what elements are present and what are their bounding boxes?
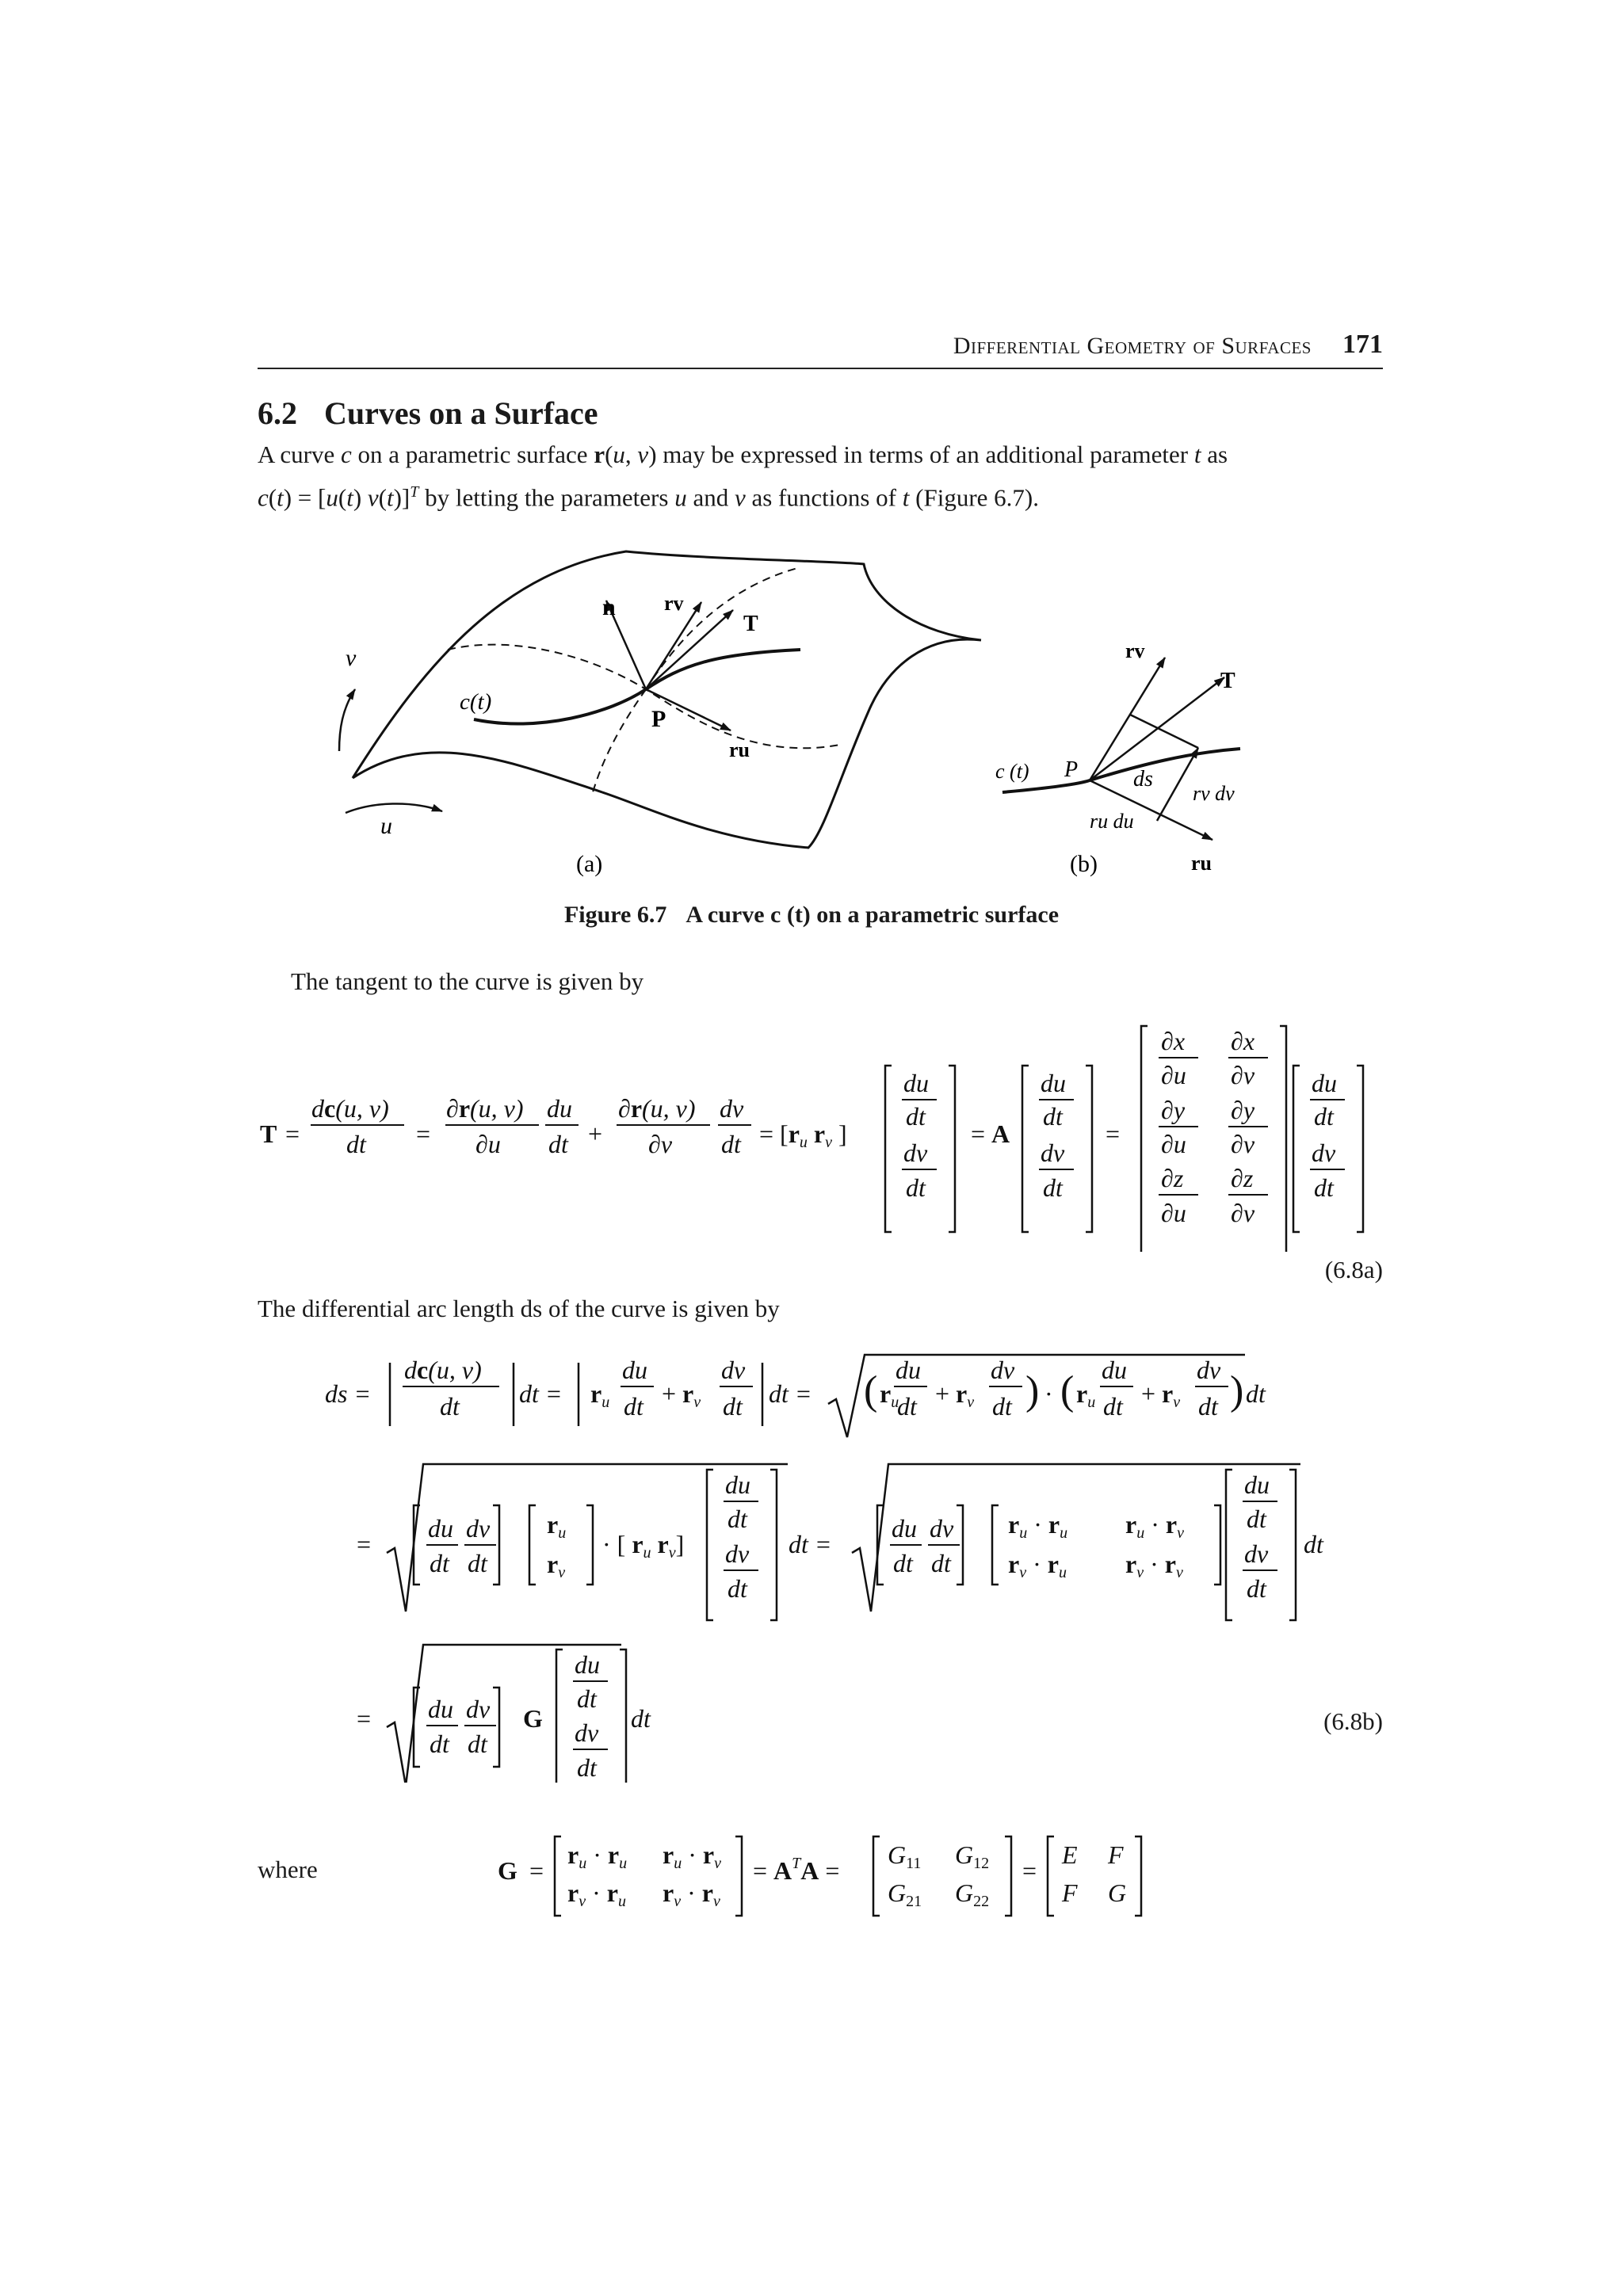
svg-text:dt: dt [931,1549,951,1577]
svg-text:= [ru rv ]: = [ru rv ] [759,1119,847,1151]
svg-text:): ) [1025,1368,1040,1413]
svg-text:ru: ru [1076,1379,1096,1411]
svg-text:= ATA =: = $A^TA$ = [753,1855,840,1885]
label-T-a: T [743,612,758,636]
svg-text:dv: dv [575,1718,599,1747]
page-number: 171 [1342,330,1383,359]
svg-text:dv: dv [466,1514,491,1543]
svg-text:=: = [285,1119,300,1148]
label-ct-b: c (t) [995,760,1029,783]
svg-text:·: · [1044,1379,1053,1408]
svg-text:dc(u, v): dc(u, v) [311,1094,389,1123]
svg-text:dt: dt [906,1102,926,1131]
svg-text:∂x: ∂x [1231,1027,1255,1055]
label-ru-a: ru [729,738,750,761]
label-rv-b: rv [1125,639,1145,662]
svg-text:∂u: ∂u [1161,1199,1186,1227]
svg-text:dt =: dt = [769,1379,812,1408]
svg-text:=: = [1022,1856,1037,1885]
svg-text:dt: dt [468,1730,487,1758]
svg-text:∂z: ∂z [1231,1164,1254,1192]
running-title: Differential Geometry of Surfaces [953,333,1312,359]
svg-text:G22: G22 [955,1878,990,1910]
svg-text:dv: dv [1041,1138,1065,1167]
label-P-a: P [651,706,666,732]
svg-text:dt: dt [1304,1530,1323,1558]
svg-text:rv · ru: rv · ru [1008,1550,1067,1581]
svg-text:dv: dv [725,1539,750,1568]
svg-text:G12: G12 [955,1840,990,1872]
curve-c-t [474,650,800,724]
svg-text:dt: dt [430,1549,449,1577]
label-v: v [346,645,357,671]
svg-text:dt: dt [548,1130,568,1158]
svg-text:du: du [896,1356,921,1384]
svg-text:du: du [428,1695,453,1723]
figure-caption [0,902,1623,929]
svg-text:=: = [529,1856,544,1885]
svg-text:dv: dv [720,1094,744,1123]
svg-text:dt: dt [1247,1505,1266,1533]
label-sub-a: (a) [576,851,603,877]
svg-text:dt: dt [577,1684,597,1713]
label-ct-a: c(t) [460,689,492,715]
svg-text:du: du [1244,1470,1270,1499]
svg-text:F: F [1108,1840,1124,1869]
svg-text:F: F [1062,1878,1078,1907]
label-ds: ds [1133,767,1153,791]
svg-text:du: du [547,1094,572,1123]
section-heading [258,395,598,432]
svg-text:∂x: ∂x [1161,1027,1186,1055]
svg-text:du: du [622,1356,647,1384]
svg-text:dv: dv [1197,1356,1221,1384]
svg-text:=: = [357,1530,372,1558]
svg-text:rv · rv: rv · rv [1125,1550,1183,1581]
label-ru-b: ru [1191,852,1212,875]
svg-text:dt: dt [1247,1574,1266,1603]
svg-text:G21: G21 [888,1878,922,1910]
label-T-b: T [1220,669,1235,693]
svg-text:dv: dv [903,1138,928,1167]
svg-text:ru · rv: ru · rv [663,1840,721,1872]
svg-text:dt: dt [440,1392,460,1421]
svg-text:+ rv: + rv [1141,1379,1181,1411]
svg-text:du: du [903,1069,929,1097]
v-direction-arrow [339,689,355,751]
label-rvdv: rv dv [1193,782,1235,805]
svg-text:du: du [1312,1069,1337,1097]
svg-text:=: = [1106,1119,1121,1148]
where-label: where [258,1855,318,1883]
svg-text:(: ( [1060,1368,1075,1413]
svg-text:∂u: ∂u [475,1130,501,1158]
svg-text:dv: dv [991,1356,1015,1384]
svg-text:∂v: ∂v [1231,1061,1255,1089]
equation-number-6-8a: (6.8a) [1324,1256,1383,1283]
svg-text:dt =: dt = [789,1530,832,1558]
svg-text:dc(u, v): dc(u, v) [404,1356,482,1384]
svg-text:ru: ru [590,1379,610,1411]
svg-text:): ) [1230,1368,1244,1413]
svg-text:rv · ru: rv · ru [567,1878,626,1910]
equation-6-8a [0,1022,1623,1252]
text-tangent: The tangent to the curve is given by [291,967,644,995]
svg-text:∂z: ∂z [1161,1164,1184,1192]
svg-text:dt: dt [727,1505,747,1533]
svg-text:dt: dt [1314,1173,1334,1202]
svg-text:dt: dt [1043,1102,1063,1131]
svg-text:dt: dt [727,1574,747,1603]
svg-text:du: du [1102,1356,1127,1384]
svg-text:dt: dt [631,1704,651,1733]
svg-text:dv: dv [1244,1539,1269,1568]
caption-text: A curve c (t) on a parametric surface [685,902,1060,928]
svg-text:∂v: ∂v [1231,1199,1255,1227]
svg-text:G: G [523,1704,543,1733]
svg-text:du: du [575,1650,600,1679]
svg-text:∂r(u, v): ∂r(u, v) [618,1094,696,1123]
svg-text:E: E [1062,1840,1078,1869]
label-rv-a: rv [664,592,684,615]
svg-text:=: = [357,1704,372,1733]
svg-text:dt: dt [906,1173,926,1202]
svg-text:G: G [498,1856,517,1885]
svg-text:du: du [725,1470,750,1499]
svg-text:dv: dv [1312,1138,1336,1167]
svg-text:∂r(u, v): ∂r(u, v) [446,1094,524,1123]
svg-text:dt: dt [468,1549,487,1577]
svg-text:∂y: ∂y [1161,1096,1186,1124]
svg-text:T: T [260,1119,277,1148]
svg-text:dt: dt [1043,1173,1063,1202]
caption-label: Figure 6.7 [563,902,667,928]
svg-text:ru · rv: ru · rv [1125,1510,1184,1542]
svg-text:dt: dt [992,1392,1012,1421]
svg-text:dt =: dt = [519,1379,563,1408]
svg-text:ru: ru [547,1510,567,1542]
svg-text:dt: dt [723,1392,743,1421]
running-header [258,331,1383,369]
svg-text:∂y: ∂y [1231,1096,1255,1124]
svg-text:dt: dt [893,1549,913,1577]
svg-text:G: G [1108,1878,1127,1907]
label-sub-b: (b) [1070,851,1098,877]
text-arclength: The differential arc length ds of the curve is given by [258,1295,780,1322]
svg-text:G11: G11 [888,1840,922,1872]
svg-text:du: du [892,1514,917,1543]
intro-line-2: c(t) = [u(t) v(t)]$^T$ by letting the parameters u and v as functions of t (Figure 6.7). [258,483,1039,512]
equation-number-6-8b: (6.8b) [1323,1707,1383,1735]
svg-text:dt: dt [1246,1379,1266,1408]
svg-text:dt: dt [1314,1102,1334,1131]
svg-text:(: ( [864,1368,878,1413]
svg-text:dt: dt [721,1130,741,1158]
figure-6-7 [0,539,1623,887]
svg-text:rv: rv [547,1550,566,1581]
label-rudu: ru du [1090,810,1134,833]
svg-text:∂u: ∂u [1161,1061,1186,1089]
svg-text:du: du [1041,1069,1066,1097]
svg-text:dt: dt [577,1753,597,1782]
svg-text:dv: dv [721,1356,746,1384]
svg-text:du: du [428,1514,453,1543]
svg-text:= A: = A [971,1119,1010,1148]
svg-text:ru · ru: ru · ru [567,1840,628,1872]
svg-text:ru · ru: ru · ru [1008,1510,1068,1542]
svg-text:rv · rv: rv · rv [663,1878,720,1910]
label-u: u [380,813,392,839]
svg-text:∂u: ∂u [1161,1130,1186,1158]
svg-text:∂v: ∂v [648,1130,673,1158]
svg-text:· [ ru rv]: · [ ru rv] [602,1530,685,1562]
section-number: 6.2 [258,395,297,431]
svg-text:dt: dt [346,1130,366,1158]
svg-text:dt: dt [1103,1392,1123,1421]
svg-text:ds =: ds = [325,1379,372,1408]
u-direction-arrow [346,803,442,813]
equation-G-definition [0,1822,1623,1917]
svg-text:+ rv: + rv [662,1379,701,1411]
svg-text:+: + [588,1119,603,1148]
svg-text:ru: ru [880,1379,899,1411]
section-title: Curves on a Surface [324,395,598,431]
label-n: n [602,594,616,620]
svg-text:dv: dv [466,1695,491,1723]
svg-text:dt: dt [430,1730,449,1758]
svg-text:dt: dt [897,1392,917,1421]
intro-line-1: A curve c on a parametric surface r(u, v) may be expressed in terms of an additional parameter t as [258,441,1228,468]
svg-text:∂v: ∂v [1231,1130,1255,1158]
svg-text:dt: dt [1198,1392,1218,1421]
svg-text:dt: dt [624,1392,643,1421]
svg-text:dv: dv [930,1514,954,1543]
tangent-vector-b [1090,677,1224,780]
svg-text:=: = [416,1119,431,1148]
label-P-b: P [1064,757,1079,782]
svg-text:+ rv: + rv [935,1379,975,1411]
